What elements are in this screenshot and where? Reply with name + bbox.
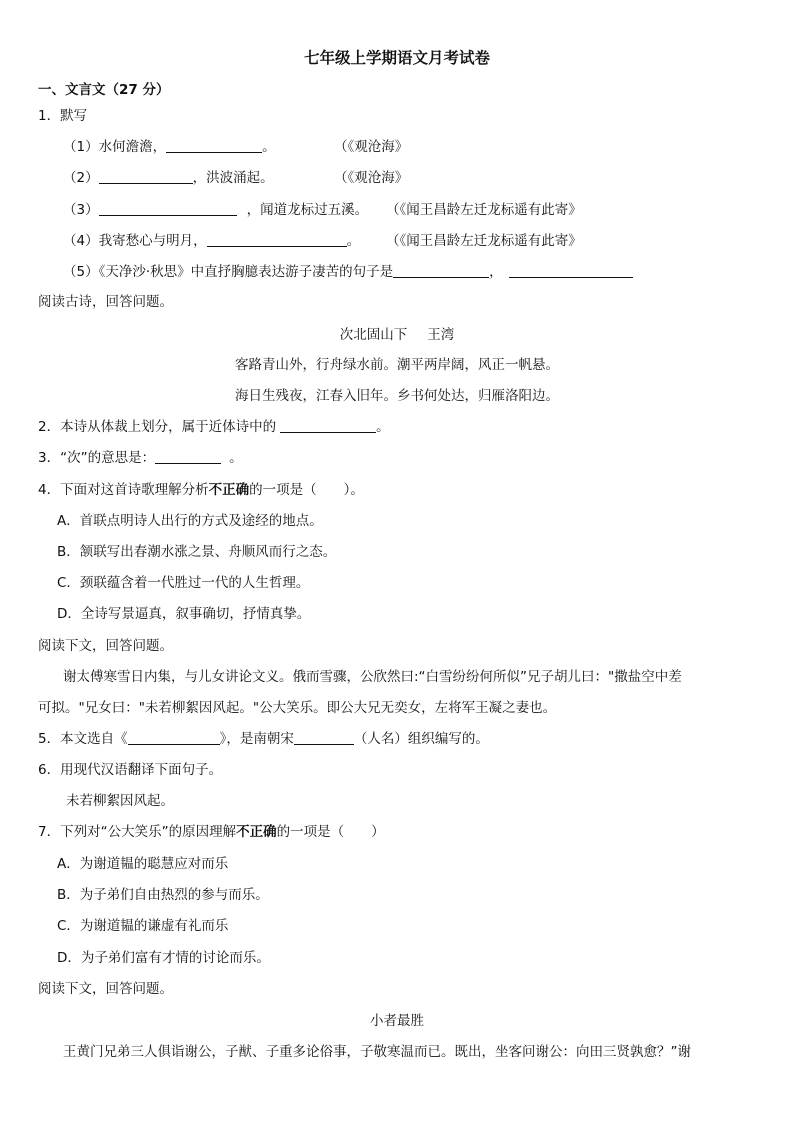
answer-blank[interactable]: [128, 730, 220, 745]
answer-blank[interactable]: [155, 449, 221, 464]
passage-line: 王黄门兄弟三人俱诣谢公，子猷、子重多论俗事，子敬寒温而已。既出，坐客问谢公：向田三贤孰愈？”谢: [63, 1044, 691, 1060]
question-7: 7．下列对“公大笑乐”的原因理解不正确的一项是（ ）: [38, 824, 385, 840]
q1-item-2: （2） ，洪波涌起。: [63, 170, 274, 186]
answer-blank[interactable]: [166, 138, 262, 153]
reading-instruction: 阅读下文，回答问题。: [38, 981, 173, 997]
option[interactable]: C．为谢道韫的谦虚有礼而乐: [57, 918, 229, 934]
poem-title: 次北固山下: [339, 327, 408, 343]
poem-line: 客路青山外，行舟绿水前。潮平两岸阔，风正一帆悬。: [235, 357, 559, 373]
answer-blank[interactable]: [207, 232, 347, 247]
reading-instruction: 阅读古诗，回答问题。: [38, 294, 173, 310]
q1-item-1-source: （《观沧海》: [334, 139, 409, 155]
poem-heading: [0, 325, 794, 345]
question-2: 2．本诗从体裁上划分，属于近体诗中的 。: [38, 419, 390, 435]
question-1-label: 1．默写: [38, 108, 88, 124]
q1-item-2-source: （《观沧海》: [334, 170, 409, 186]
q1-item-3-source: （《闻王昌龄左迁龙标遥有此寄》: [386, 202, 582, 218]
section-heading: 一、文言文（27 分）: [38, 82, 170, 98]
answer-blank[interactable]: [99, 201, 237, 216]
page-title: 七年级上学期语文月考试卷: [303, 49, 490, 67]
answer-blank[interactable]: [294, 730, 354, 745]
translation-sentence: 未若柳絮因风起。: [66, 793, 174, 809]
answer-blank[interactable]: [99, 169, 193, 184]
option[interactable]: A．首联点明诗人出行的方式及途经的地点。: [57, 513, 323, 529]
answer-blank[interactable]: [509, 263, 633, 278]
passage-line: 可拟。"兄女曰："未若柳絮因风起。"公大笑乐。即公大兄无奕女，左将军王凝之妻也。: [38, 700, 557, 716]
passage-title: 小者最胜: [370, 1013, 424, 1029]
passage-line: 谢太傅寒雪日内集，与儿女讲论文义。俄而雪骤，公欣然曰:“白雪纷纷何所似”兄子胡儿曰："撒盐空中差: [63, 669, 682, 685]
q1-item-4-source: （《闻王昌龄左迁龙标遥有此寄》: [386, 233, 582, 249]
q1-item-3: （3） ，闻道龙标过五溪。: [63, 202, 369, 218]
q1-item-5: （5）《天净沙·秋思》中直抒胸臆表达游子凄苦的句子是 ，: [63, 262, 633, 282]
q1-item-1: （1）水何澹澹， 。: [63, 139, 276, 155]
option[interactable]: C．颈联蕴含着一代胜过一代的人生哲理。: [57, 575, 310, 591]
question-4: 4．下面对这首诗歌理解分析不正确的一项是（ ）。: [38, 482, 364, 498]
answer-blank[interactable]: [280, 418, 376, 433]
poem-line: 海日生残夜，江春入旧年。乡书何处达，归雁洛阳边。: [235, 388, 559, 404]
answer-blank[interactable]: [393, 263, 489, 278]
option[interactable]: B．颔联写出春潮水涨之景、舟顺风而行之态。: [57, 544, 337, 560]
reading-instruction: 阅读下文，回答问题。: [38, 638, 173, 654]
question-5: 5．本文选自《 》，是南朝宋 （人名）组织编写的。: [38, 731, 489, 747]
option[interactable]: B．为子弟们自由热烈的参与而乐。: [57, 887, 269, 903]
option[interactable]: A．为谢道韫的聪慧应对而乐: [57, 856, 229, 872]
option[interactable]: D．为子弟们富有才情的讨论而乐。: [57, 950, 270, 966]
question-6: 6．用现代汉语翻译下面句子。: [38, 762, 223, 778]
question-3: 3．“次”的意思是： 。: [38, 450, 243, 466]
poem-author: 王湾: [427, 327, 455, 343]
q1-item-4: （4）我寄愁心与明月， 。: [63, 233, 361, 249]
option[interactable]: D．全诗写景逼真，叙事确切，抒情真挚。: [57, 606, 311, 622]
